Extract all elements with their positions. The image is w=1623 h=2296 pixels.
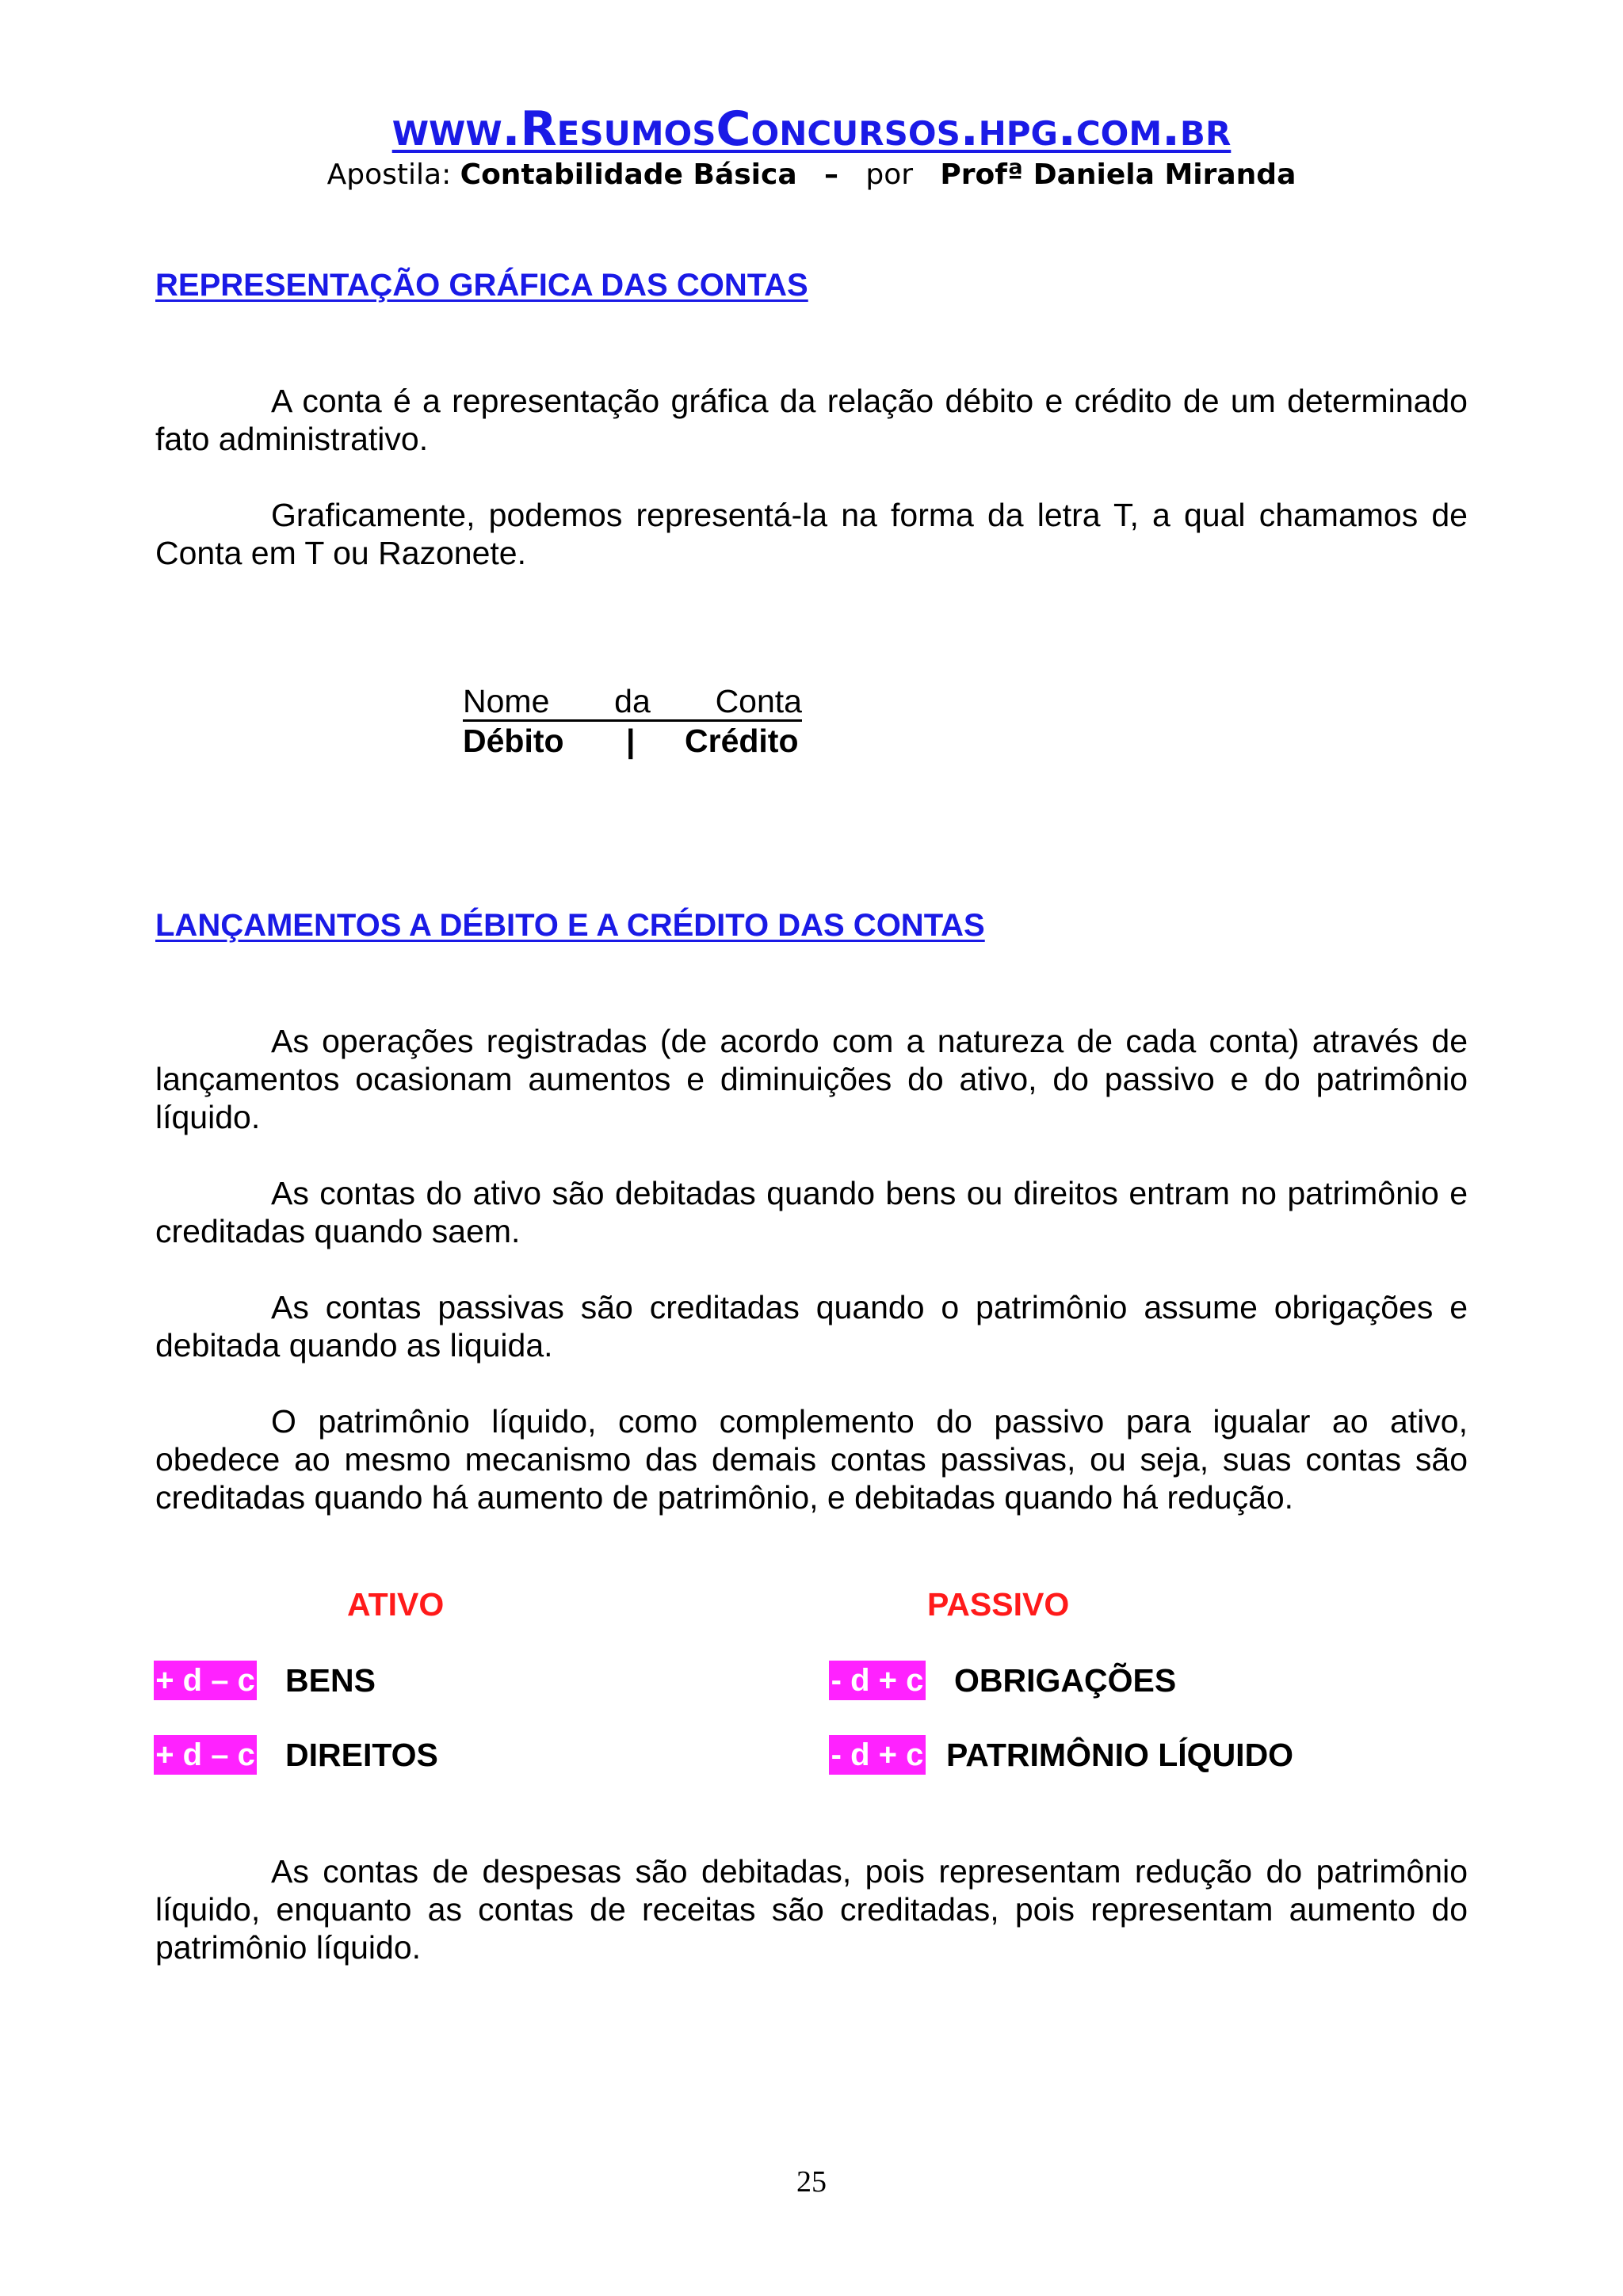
section-heading-representacao: REPRESENTAÇÃO GRÁFICA DAS CONTAS (155, 268, 808, 303)
section-heading-lancamentos: LANÇAMENTOS A DÉBITO E A CRÉDITO DAS CONTAS (155, 908, 985, 943)
course-title: Contabilidade Básica (460, 158, 797, 191)
passivo-title: PASSIVO (927, 1586, 1070, 1623)
paragraph-closing: As contas de despesas são debitadas, pois representam redução do patrimônio líquido, enquanto as contas de receitas são creditadas, pois representam aumento do patrimônio líquido. (155, 1853, 1468, 1966)
t-account-name-word: da (614, 683, 651, 719)
paragraph: As contas passivas são creditadas quando o patrimônio assume obrigações e debitada quando as liquida. (155, 1289, 1468, 1363)
t-account-sides (463, 721, 799, 761)
sign-badge: + d – c (154, 1661, 257, 1700)
document-subtitle (0, 158, 1623, 191)
ativo-title: ATIVO (347, 1586, 445, 1623)
paragraph: As contas do ativo são debitadas quando bens ou direitos entram no patrimônio e creditadas quando saem. (155, 1175, 1468, 1249)
t-account-name (463, 683, 802, 722)
site-url[interactable]: www.ResumosConcursos.hpg.com.br (391, 101, 1232, 157)
t-account-name-word: Conta (715, 683, 802, 719)
sign-badge: + d – c (154, 1735, 257, 1775)
t-account-debit: Débito (463, 723, 564, 759)
paragraph: A conta é a representação gráfica da relação débito e crédito de um determinado fato administrativo. (155, 383, 1468, 457)
author-name: Profª Daniela Miranda (940, 158, 1296, 191)
sign-badge: - d + c (829, 1661, 926, 1700)
account-bens: BENS (285, 1662, 376, 1699)
paragraph: O patrimônio líquido, como complemento do passivo para igualar ao ativo, obedece ao mesmo mecanismo das demais contas passivas, ou seja, suas contas são creditadas quando há aumento de patrimônio, e debitadas quando há redução. (155, 1403, 1468, 1516)
apostila-label: Apostila: (327, 158, 452, 191)
paragraph: Graficamente, podemos representá-la na forma da letra T, a qual chamamos de Conta em T ou Razonete. (155, 497, 1468, 571)
page-number: 25 (796, 2165, 827, 2199)
dash: – (824, 158, 838, 191)
account-obrigacoes: OBRIGAÇÕES (954, 1662, 1177, 1699)
t-account-separator: | (626, 723, 636, 759)
account-direitos: DIREITOS (285, 1737, 438, 1773)
sign-badge: - d + c (829, 1735, 926, 1775)
by-label: por (865, 158, 914, 191)
t-account-credit: Crédito (685, 723, 799, 759)
account-patrimonio-liquido: PATRIMÔNIO LÍQUIDO (946, 1737, 1294, 1773)
paragraph: As operações registradas (de acordo com a natureza de cada conta) através de lançamentos ocasionam aumentos e diminuições do ativo, do passivo e do patrimônio líquido. (155, 1023, 1468, 1135)
t-account-name-word: Nome (463, 683, 550, 719)
